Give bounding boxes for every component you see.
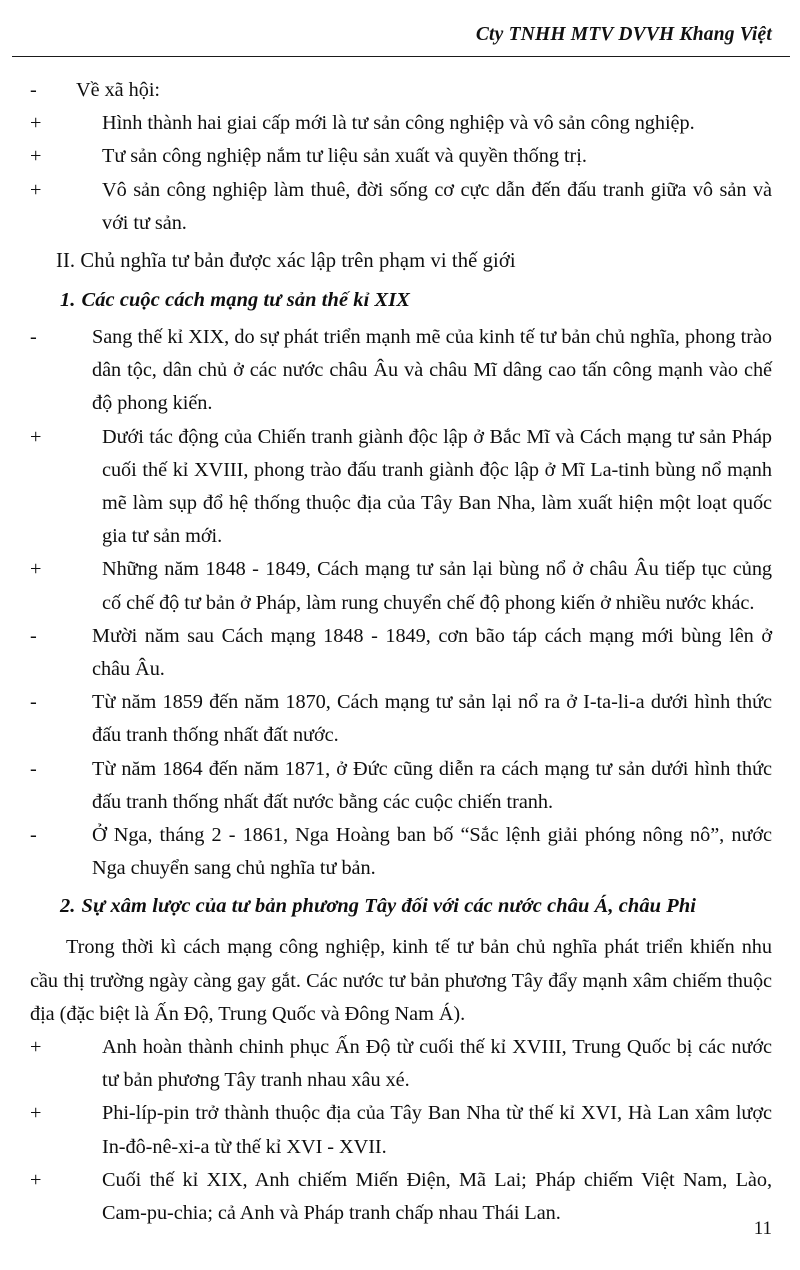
plus-marker: +: [30, 178, 42, 201]
page-number: 11: [753, 1218, 772, 1239]
plus-marker: +: [30, 145, 42, 168]
bullet-text: Phi-líp-pin trở thành thuộc địa của Tây Ban Nha từ thế kỉ XVI, Hà Lan xâm lược In-đô-nê-xi-a từ thế kỉ XVI - XVII.: [102, 1102, 772, 1158]
bullet-text: Tư sản công nghiệp nắm tư liệu sản xuất và quyền thống trị.: [102, 145, 587, 168]
bullet-text: Anh hoàn thành chinh phục Ấn Độ từ cuối thế kỉ XVIII, Trung Quốc bị các nước tư bản phương Tây tranh nhau xâu xé.: [102, 1036, 772, 1092]
plus-marker: +: [30, 425, 42, 448]
dash-marker: -: [30, 691, 37, 714]
bullet-item-anh-hoan-thanh: [30, 1031, 772, 1097]
bullet-text: Mười năm sau Cách mạng 1848 - 1849, cơn bão táp cách mạng mới bùng lên ở châu Âu.: [92, 624, 772, 681]
publisher-header-title: Cty TNHH MTV DVVH Khang Việt: [475, 24, 772, 45]
plus-marker: +: [30, 1102, 42, 1125]
bullet-text: Cuối thế kỉ XIX, Anh chiếm Miến Điện, Mã Lai; Pháp chiếm Việt Nam, Lào, Cam-pu-chia; cả Anh và Pháp tranh chấp nhau Thái Lan.: [102, 1168, 772, 1225]
page-body: [30, 74, 772, 1230]
section-heading-2: [30, 888, 772, 925]
bullet-item-muoi-nam-sau: [30, 620, 772, 686]
bullet-item-ve-xa-hoi: [30, 74, 772, 107]
plus-marker: +: [30, 112, 42, 135]
dash-marker: -: [30, 79, 37, 101]
section-heading-1-number: 1.: [60, 289, 76, 312]
bullet-item-nhung-nam-1848: [30, 553, 772, 619]
bullet-text: Từ năm 1859 đến năm 1870, Cách mạng tư sản lại nổ ra ở I-ta-li-a dưới hình thức đấu tranh thống nhất đất nước.: [92, 691, 772, 747]
section-heading-1-text: Các cuộc cách mạng tư sản thế kỉ XIX: [81, 289, 410, 312]
paragraph-trong-thoi-ki: Trong thời kì cách mạng công nghiệp, kinh tế tư bản chủ nghĩa phát triển khiến nhu cầu thị trường ngày càng gay gắt. Các nước tư bản phương Tây đẩy mạnh xâm chiếm thuộc địa (đặc biệt là Ấn Độ, Trung Quốc và Đông Nam Á).: [30, 936, 772, 1025]
page-header: [12, 24, 790, 54]
header-divider-rule: [12, 56, 790, 57]
bullet-text: Ở Nga, tháng 2 - 1861, Nga Hoàng ban bố “Sắc lệnh giải phóng nông nô”, nước Nga chuyển sang chủ nghĩa tư bản.: [92, 824, 772, 880]
bullet-item-phi-lip-pin: [30, 1097, 772, 1163]
bullet-text: Vô sản công nghiệp làm thuê, đời sống cơ cực dẫn đến đấu tranh giữa vô sản và với tư sản.: [102, 178, 772, 234]
section-heading-1: [30, 282, 772, 319]
bullet-item-tu-nam-1864: [30, 753, 772, 819]
bullet-text: Những năm 1848 - 1849, Cách mạng tư sản lại bùng nổ ở châu Âu tiếp tục củng cố chế độ tư bản ở Pháp, làm rung chuyển chế độ phong kiến ở nhiều nước khác.: [102, 558, 772, 614]
bullet-item-o-nga-1861: [30, 819, 772, 885]
plus-marker: +: [30, 1036, 42, 1059]
bullet-item-sang-the-ki-xix: [30, 321, 772, 421]
dash-marker: -: [30, 757, 37, 780]
bullet-text: Sang thế kỉ XIX, do sự phát triển mạnh mẽ của kinh tế tư bản chủ nghĩa, phong trào dân tộc, dân chủ ở các nước châu Âu và châu Mĩ dâng cao tấn công mạnh vào chế độ phong kiến.: [92, 326, 772, 415]
dash-marker: -: [30, 824, 37, 847]
section-heading-2-text: Sự xâm lược của tư bản phương Tây đối với các nước châu Á, châu Phi: [81, 895, 697, 918]
bullet-item-tu-nam-1859: [30, 686, 772, 752]
bullet-text: Về xã hội:: [76, 79, 160, 101]
bullet-item-hinh-thanh-hai-giai-cap: [30, 107, 772, 140]
dash-marker: -: [30, 326, 37, 349]
plus-marker: +: [30, 1168, 42, 1191]
bullet-item-tu-san-cong-nghiep: [30, 140, 772, 173]
bullet-item-vo-san-cong-nghiep: [30, 174, 772, 240]
bullet-text: Hình thành hai giai cấp mới là tư sản công nghiệp và vô sản công nghiệp.: [102, 112, 695, 135]
section-heading-roman-ii: II. Chủ nghĩa tư bản được xác lập trên phạm vi thế giới: [56, 250, 516, 273]
plus-marker: +: [30, 558, 42, 581]
bullet-item-duoi-tac-dong: [30, 421, 772, 554]
bullet-text: Dưới tác động của Chiến tranh giành độc lập ở Bắc Mĩ và Cách mạng tư sản Pháp cuối thế kỉ XVIII, phong trào đấu tranh giành độc lập ở Mĩ La-tinh bùng nổ mạnh mẽ làm sụp đổ hệ thống thuộc địa của Tây Ban Nha, làm xuất hiện một loạt quốc gia tư sản mới.: [102, 425, 772, 548]
section-heading-2-number: 2.: [60, 895, 76, 918]
dash-marker: -: [30, 624, 37, 647]
bullet-text: Từ năm 1864 đến năm 1871, ở Đức cũng diễn ra cách mạng tư sản dưới hình thức đấu tranh thống nhất đất nước bằng các cuộc chiến tranh.: [92, 757, 772, 813]
